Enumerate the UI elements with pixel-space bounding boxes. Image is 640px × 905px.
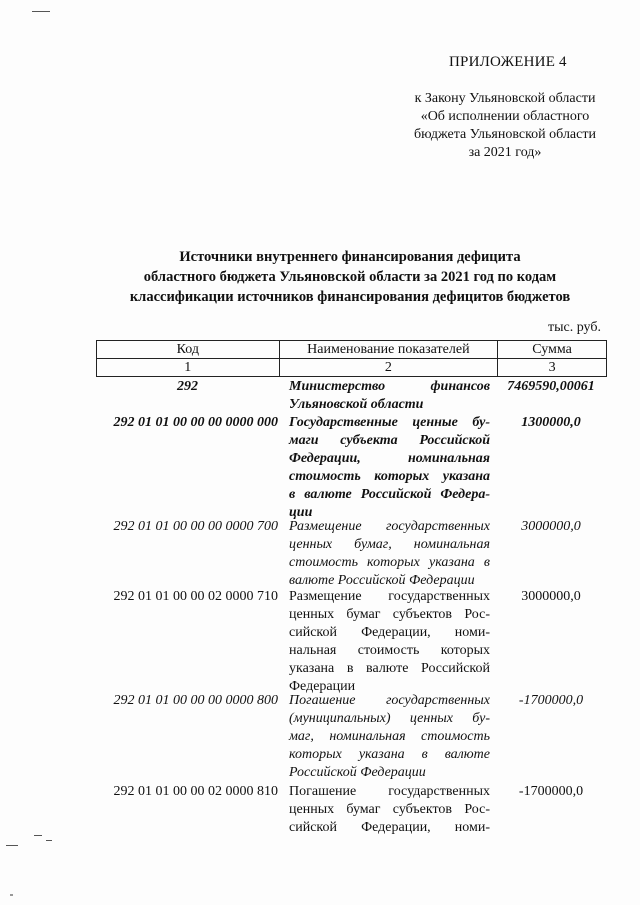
name-line: указана в валюте Российской xyxy=(289,661,490,676)
name-line: стоимость которых указана в xyxy=(289,555,490,570)
column-number: 1 xyxy=(97,359,280,377)
table-row xyxy=(96,414,607,522)
title-line: классификации источников финансирования дефицитов бюджетов xyxy=(129,289,571,305)
row-sum: 1300000,0 xyxy=(521,415,581,430)
law-line: «Об исполнении областного xyxy=(420,109,590,124)
table-row xyxy=(96,588,607,696)
row-sum: 3000000,0 xyxy=(521,589,581,604)
name-line: Федерации, номинальная xyxy=(289,451,490,466)
name-line: ценных бумаг субъектов Рос- xyxy=(289,607,490,622)
name-line: сийской Федерации, номи- xyxy=(289,820,490,835)
name-line: Российской Федерации xyxy=(289,765,426,780)
row-code: 292 01 01 00 00 00 0000 000 xyxy=(113,415,278,430)
row-sum: 7469590,00061 xyxy=(507,379,595,394)
row-sum: 3000000,0 xyxy=(521,519,581,534)
column-header-code: Код xyxy=(97,341,280,359)
law-line: к Закону Ульяновской области xyxy=(414,91,596,106)
row-code: 292 01 01 00 00 02 0000 810 xyxy=(113,784,278,799)
name-line: нальная стоимость которых xyxy=(289,643,490,658)
table-row xyxy=(96,518,607,590)
unit-label: тыс. руб. xyxy=(548,320,601,335)
row-sum: -1700000,0 xyxy=(518,784,584,799)
name-line: (муниципальных) ценных бу- xyxy=(289,711,490,726)
row-name xyxy=(289,414,490,522)
row-name xyxy=(289,378,490,414)
name-line: маг, номинальная стоимость xyxy=(289,729,490,744)
scan-mark xyxy=(6,845,18,846)
title-line: Источники внутреннего финансирования дефицита xyxy=(179,249,521,265)
name-line: Погашение государственных xyxy=(289,784,490,799)
name-line: стоимость которых указана xyxy=(289,469,490,484)
law-line: бюджета Ульяновской области xyxy=(414,127,596,142)
name-line: Государственные ценные бу- xyxy=(289,415,490,430)
scan-mark xyxy=(10,894,13,896)
name-line: маги субъекта Российской xyxy=(289,433,490,448)
scan-mark xyxy=(32,11,50,12)
row-name xyxy=(289,588,490,696)
table-row xyxy=(96,378,607,414)
scan-mark xyxy=(46,840,52,841)
name-line: сийской Федерации, номи- xyxy=(289,625,490,640)
column-header-sum: Сумма xyxy=(498,341,607,359)
row-code: 292 xyxy=(177,379,198,394)
title-line: областного бюджета Ульяновской области за 2021 год по кодам xyxy=(143,269,557,285)
row-name xyxy=(289,518,490,590)
row-code: 292 01 01 00 00 00 0000 800 xyxy=(113,693,278,708)
name-line: валюте Российской Федерации xyxy=(289,573,475,588)
name-line: ценных бумаг, номинальная xyxy=(289,537,490,552)
row-name xyxy=(289,692,490,782)
scan-mark xyxy=(34,835,42,836)
name-line: ценных бумаг субъектов Рос- xyxy=(289,802,490,817)
name-line: в валюте Российской Федера- xyxy=(289,487,490,502)
column-number: 2 xyxy=(279,359,498,377)
name-line: Размещение государственных xyxy=(289,589,490,604)
name-line: Размещение государственных xyxy=(289,519,490,534)
table-row xyxy=(96,692,607,782)
row-code: 292 01 01 00 00 00 0000 700 xyxy=(113,519,278,534)
column-header-name: Наименование показателей xyxy=(279,341,498,359)
law-line: за 2021 год» xyxy=(468,145,542,160)
row-name xyxy=(289,783,490,837)
column-number: 3 xyxy=(498,359,607,377)
document-title xyxy=(80,247,620,307)
law-reference xyxy=(395,90,615,162)
table-row xyxy=(96,783,607,837)
table-header xyxy=(96,340,607,377)
column-numbers xyxy=(97,359,607,377)
row-code: 292 01 01 00 00 02 0000 710 xyxy=(113,589,278,604)
name-line: Федерации xyxy=(289,679,356,694)
name-line: ции xyxy=(289,505,313,520)
name-line: Министерство финансов xyxy=(289,379,490,394)
name-line: Ульяновской области xyxy=(289,397,424,412)
appendix-label: ПРИЛОЖЕНИЕ 4 xyxy=(449,54,567,70)
name-line: Погашение государственных xyxy=(289,693,490,708)
name-line: которых указана в валюте xyxy=(289,747,490,762)
row-sum: -1700000,0 xyxy=(518,693,584,708)
column-headers xyxy=(97,341,607,359)
